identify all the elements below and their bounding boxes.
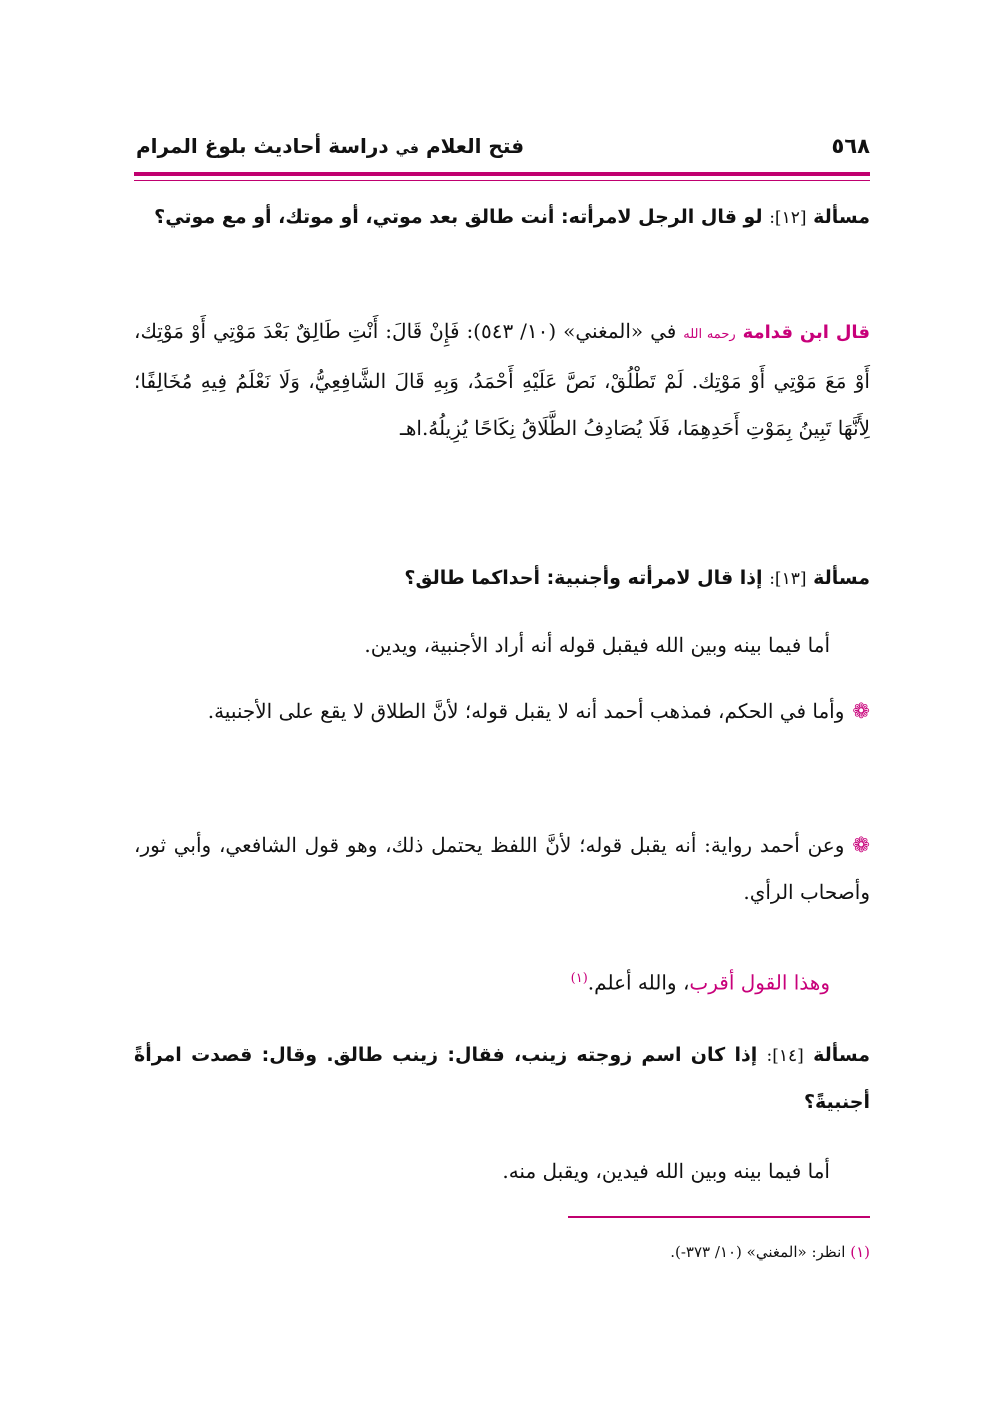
conclusion-paragraph [134,955,870,1007]
bullet-paragraph [134,688,870,735]
question-number: [١٣]: [769,569,807,589]
footnote [134,1240,870,1264]
quote-paragraph [134,308,870,452]
bullet-text: وأما في الحكم، فمذهب أحمد أنه لا يقبل قوله؛ لأنَّ الطلاق لا يقع على الأجنبية. [207,699,845,723]
question-13 [134,555,870,602]
answer-paragraph [134,622,870,669]
flower-bullet-icon: ❁ [852,833,870,857]
question-text: إذا كان اسم زوجته زينب، فقال: زينب طالق. وقال: قصدت امرأةً أجنبيةً؟ [134,1044,870,1113]
page-number: ٥٦٨ [831,134,870,158]
question-label: مسألة [813,1044,870,1066]
question-text: إذا قال لامرأته وأجنبية: أحداكما طالق؟ [404,567,763,589]
header-rule-thick [134,172,870,176]
question-number: [١٤]: [766,1046,804,1066]
conclusion-rest: ، والله أعلم. [587,970,690,995]
footnote-number: (١) [850,1243,870,1261]
bullet-text: وعن أحمد رواية: أنه يقبل قوله؛ لأنَّ اللفظ يحتمل ذلك، وهو قول الشافعي، وأبي ثور، وأصحاب الرأي. [134,833,870,904]
footnote-rule [568,1216,870,1218]
running-header-title [136,134,556,158]
header-title-in: في [395,141,419,157]
answer-text: أما فيما بينه وبين الله فيقبل قوله أنه أراد الأجنبية، ويدين. [364,633,830,657]
question-14 [134,1032,870,1125]
footnote-text: انظر: «المغني» (١٠/ ٣٧٣-). [670,1243,846,1261]
honorific: رحمه الله [683,327,736,342]
header-rule-thin [134,180,870,181]
question-label: مسألة [813,206,870,228]
question-12 [134,194,870,241]
bullet-paragraph [134,822,870,916]
quote-text: في «المغني» (١٠/ ٥٤٣): فَإِنْ قَالَ: أَنْتِ طَالِقٌ بَعْدَ مَوْتِي أَوْ مَوْتِك، أَوْ مَعَ مَوْتِي أَوْ مَوْتِك. لَمْ تَطْلُقْ، نَصَّ عَلَيْهِ أَحْمَدُ، وَبِهِ قَالَ الشَّافِعِيُّ، وَلَا نَعْلَمُ فِيهِ مُخَالِفًا؛ لِأَنَّهَا تَبِينُ بِمَوْتِ أَحَدِهِمَا، فَلَا يُصَادِفُ الطَّلَاقُ نِكَاحًا يُزِيلُهُ.اهـ [134,319,870,440]
answer-paragraph [134,1148,870,1195]
footnote-reference[interactable]: (١) [570,971,588,986]
answer-text: أما فيما بينه وبين الله فيدين، ويقبل منه. [502,1159,830,1183]
question-number: [١٢]: [769,208,807,228]
flower-bullet-icon: ❁ [852,699,870,723]
question-text: لو قال الرجل لامرأته: أنت طالق بعد موتي، أو موتك، أو مع موتي؟ [154,206,763,228]
header-title-part1: فتح العلام [425,134,525,158]
question-label: مسألة [813,567,870,589]
header-title-part2: دراسة أحاديث بلوغ المرام [136,134,389,158]
quoted-author: قال ابن قدامة [742,322,870,343]
highlighted-conclusion: وهذا القول أقرب [689,970,830,995]
